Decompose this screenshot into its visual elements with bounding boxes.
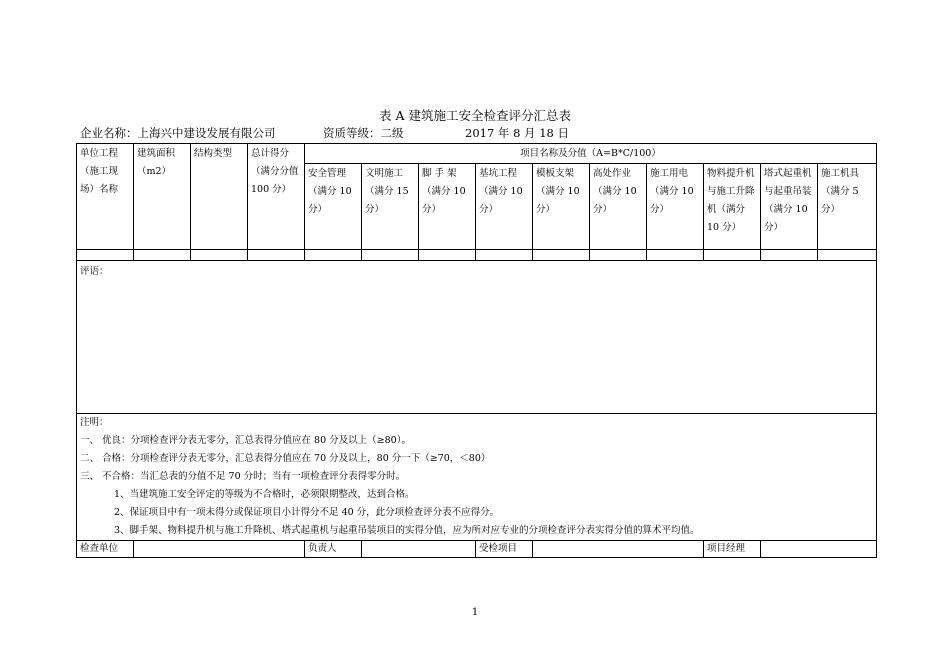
cell: [305, 250, 362, 261]
summary-table: [76, 143, 877, 558]
cell: [77, 250, 134, 261]
page-number: 1: [471, 607, 479, 618]
cell: [419, 250, 476, 261]
cell: [248, 250, 305, 261]
cell: [761, 250, 818, 261]
header-item: 高处作业（满分 10 分）: [590, 164, 647, 250]
qualification-level: 资质等级：二级: [323, 126, 404, 140]
note-line: 一、 优良：分项检查评分表无零分，汇总表得分值应在 80 分及以上（≥80）。: [80, 435, 411, 446]
inspect-unit-value: [134, 541, 305, 558]
project-manager-value: [761, 541, 877, 558]
responsible-label: 负责人: [305, 541, 362, 558]
inspect-unit-label: 检查单位: [77, 541, 134, 558]
header-item: 物料提升机与施工升降机（满分 10 分）: [704, 164, 761, 250]
cell: [590, 250, 647, 261]
header-unit: 单位工程（施工现场）名称: [77, 144, 134, 250]
company-name: 企业名称：上海兴中建设发展有限公司: [80, 126, 276, 140]
cell: [704, 250, 761, 261]
cell: [647, 250, 704, 261]
cell: [533, 250, 590, 261]
header-item: 脚 手 架（满分 10 分）: [419, 164, 476, 250]
header-item: 模板支架（满分 10 分）: [533, 164, 590, 250]
note-line: 二、 合格：分项检查评分表无零分，汇总表得分值应在 70 分及以上，80 分一下（≥70，＜80）: [80, 453, 491, 464]
responsible-value: [362, 541, 476, 558]
cell: [134, 250, 191, 261]
header-area: 建筑面积（m2）: [134, 144, 191, 250]
note-line: 三、 不合格：当汇总表的分值不足 70 分时；当有一项检查评分表得零分时。: [80, 471, 406, 482]
project-manager-label: 项目经理: [704, 541, 761, 558]
inspected-project-label: 受检项目: [476, 541, 533, 558]
cell: [362, 250, 419, 261]
header-item: 施工用电（满分 10 分）: [647, 164, 704, 250]
signature-row: [77, 541, 877, 558]
header-item: 文明施工（满分 15 分）: [362, 164, 419, 250]
cell: [191, 250, 248, 261]
note-line: 2、保证项目中有一项未得分或保证项目小计得分不足 40 分，此分项检查评分表不应得分。: [114, 507, 500, 518]
header-row-1: [77, 144, 877, 164]
header-structure: 结构类型: [191, 144, 248, 250]
inspected-project-value: [533, 541, 704, 558]
notes-row: [77, 414, 877, 541]
document-title: 表 A 建筑施工安全检查评分汇总表: [379, 108, 571, 123]
cell: [476, 250, 533, 261]
notes-cell: [77, 414, 877, 541]
notes-label: 注明：: [80, 417, 109, 428]
note-line: 3、脚手架、物料提升机与施工升降机、塔式起重机与起重吊装项目的实得分值，应为所对应专业的分项检查评分表实得分值的算术平均值。: [114, 525, 700, 536]
data-row: [77, 250, 877, 261]
report-date: 2017 年 8 月 18 日: [465, 126, 569, 140]
header-item: 施工机具（满分 5 分）: [818, 164, 877, 250]
comment-row: [77, 261, 877, 414]
header-items-title: 项目名称及分值（A=B*C/100）: [305, 144, 877, 164]
header-item: 基坑工程（满分 10 分）: [476, 164, 533, 250]
comment-label: 评语：: [77, 261, 877, 414]
header-total: 总计得分（满分分值 100 分）: [248, 144, 305, 250]
cell: [818, 250, 877, 261]
note-line: 1、当建筑施工安全评定的等级为不合格时，必须限期整改，达到合格。: [114, 489, 415, 500]
header-item: 塔式起重机与起重吊装（满分 10 分）: [761, 164, 818, 250]
header-item: 安全管理（满分 10 分）: [305, 164, 362, 250]
